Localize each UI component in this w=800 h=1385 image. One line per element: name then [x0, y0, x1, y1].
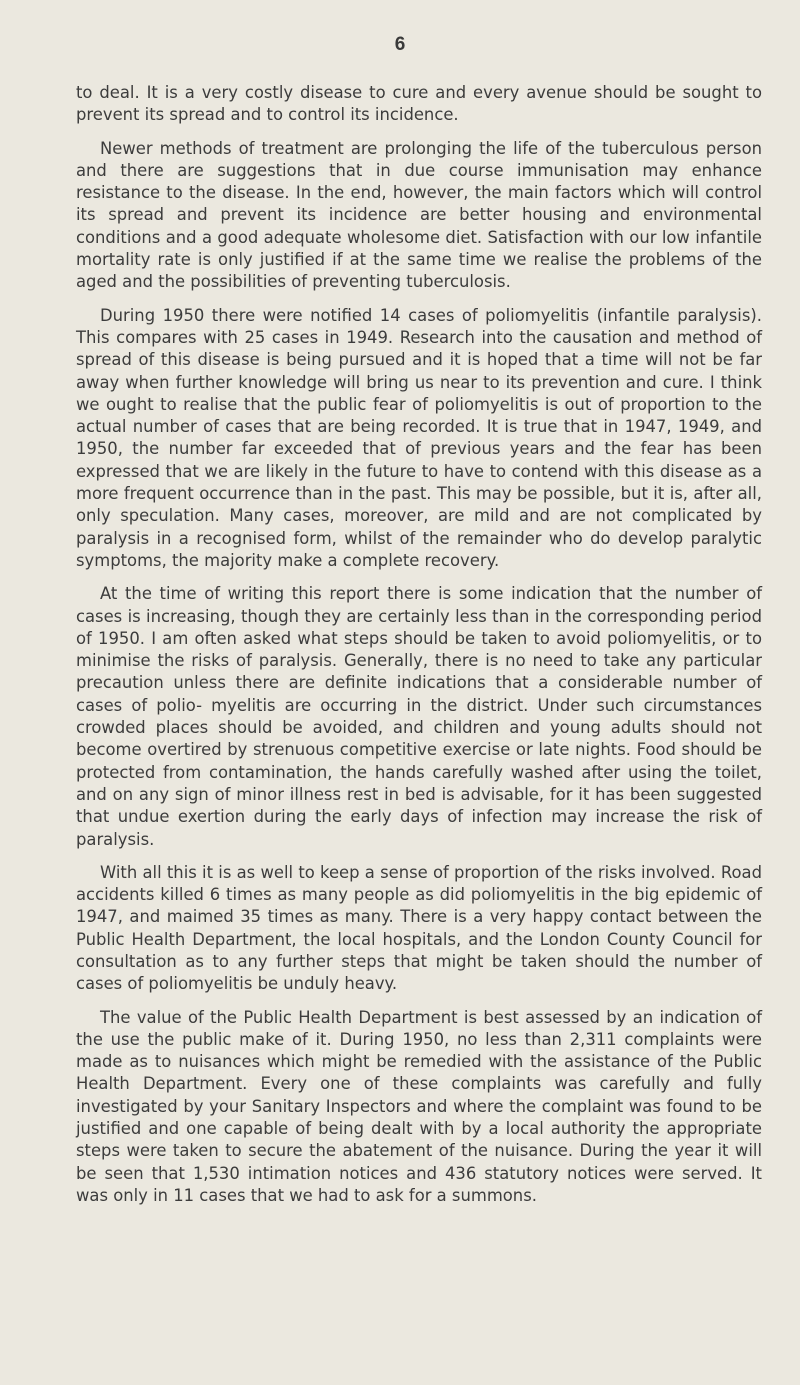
paragraph-tuberculosis-treatment: Newer methods of treatment are prolonging the life of the tuberculous person and there are suggestions that in due course immunisation may enhance resistance to the disease. In the end, however, the main factors which will control its spread and prevent its incidence are better housing and environmental conditions and a good adequate wholesome diet. Satisfaction with our low infantile mortality rate is only justified if at the same time we realise the problems of the aged and the possibilities of preventing tuberculosis. — [76, 138, 762, 292]
page-number: 6 — [394, 34, 406, 55]
paragraph-precautions: At the time of writing this report there is some indication that the number of cases is increasing, though they are certainly less than in the corresponding period of 1950. I am often asked what steps should be taken to avoid poliomyelitis, or to minimise the risks of paralysis. Generally, there is no need to take any particular precaution unless there are definite indications that a considerable number of cases of polio- myelitis are occurring in the district. Under such circumstances crowded places should be avoided, and children and young adults should not become overtired by strenuous competitive exercise or late nights. Food should be protected from contamination, the hands carefully washed after using the toilet, and on any sign of minor illness rest in bed is advisable, for it has been suggested that undue exertion during the early days of infection may increase the risk of paralysis. — [76, 584, 762, 849]
paragraph-poliomyelitis-cases: During 1950 there were notified 14 cases of poliomyelitis (infantile paralysis). This compares with 25 cases in 1949. Research into the causation and method of spread of this disease is being pursued and it is hoped that a time will not be far away when further knowledge will bring us near to its prevention and cure. I think we ought to realise that the public fear of poliomyelitis is out of proportion to the actual number of cases that are being recorded. It is true that in 1947, 1949, and 1950, the number far exceeded that of previous years and the fear has been expressed that we are likely in the future to have to contend with this disease as a more frequent occurrence than in the past. This may be possible, but it is, after all, only speculation. Many cases, moreover, are mild and are not complicated by paralysis in a recognised form, whilst of the remainder who do develop paralytic symptoms, the majority make a complete recovery. — [76, 305, 762, 570]
paragraph-public-health-value: The value of the Public Health Department is best assessed by an indication of the use the public make of it. During 1950, no less than 2,311 complaints were made as to nuisances which might be remedied with the assistance of the Public Health Department. Every one of these complaints was carefully and fully investigated by your Sanitary Inspectors and where the complaint was found to be justified and one capable of being dealt with by a local authority the appropriate steps were taken to secure the abatement of the nuisance. During the year it will be seen that 1,530 intimation notices and 436 statutory notices were served. It was only in 11 cases that we had to ask for a summons. — [76, 1007, 762, 1205]
body-text — [76, 82, 762, 1218]
paragraph-proportion-of-risks: With all this it is as well to keep a sense of proportion of the risks involved. Road accidents killed 6 times as many people as did poliomyelitis in the big epidemic of 1947, and maimed 35 times as many. There is a very happy contact between the Public Health Department, the local hospitals, and the London County Council for consultation as to any further steps that might be taken should the number of cases of poliomyelitis be unduly heavy. — [76, 862, 762, 994]
paragraph-continued: to deal. It is a very costly disease to cure and every avenue should be sought to prevent its spread and to control its incidence. — [76, 83, 762, 125]
